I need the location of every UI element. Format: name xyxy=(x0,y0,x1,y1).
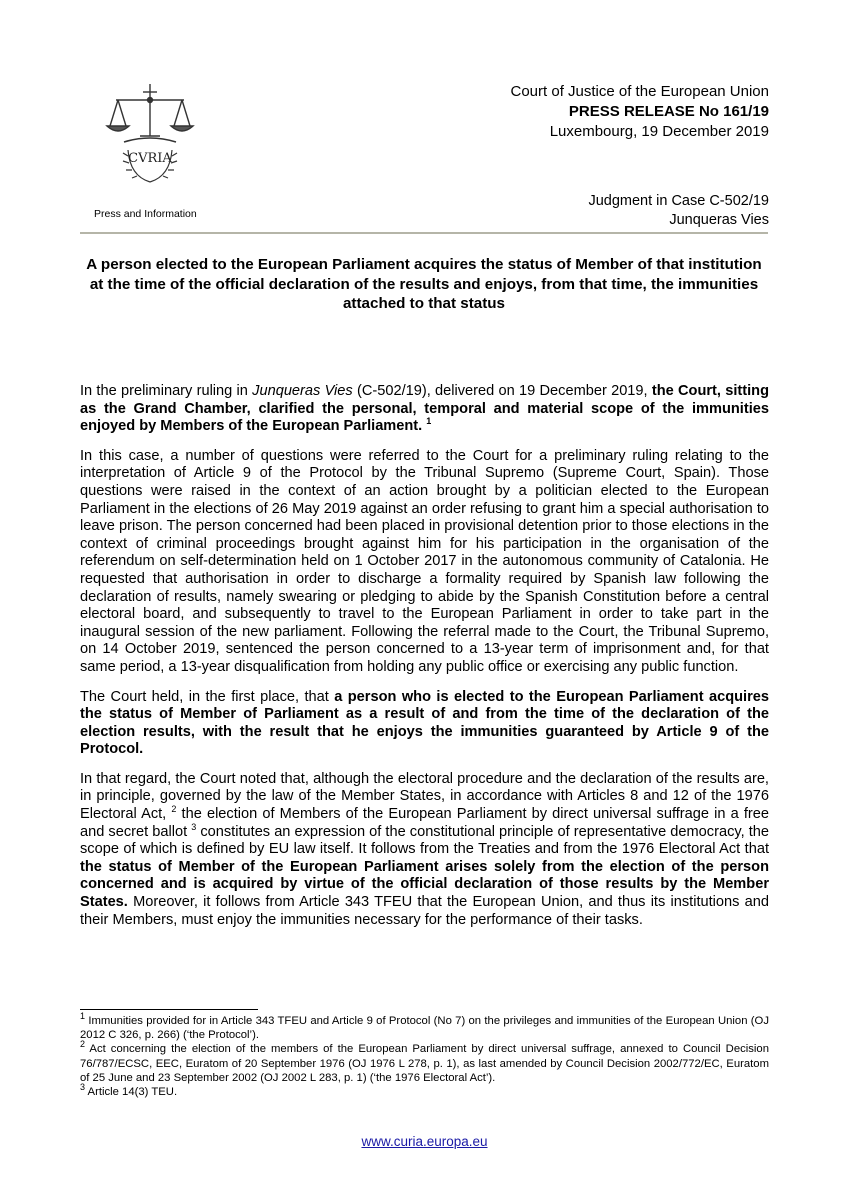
scales-icon xyxy=(107,84,193,136)
press-and-information-label: Press and Information xyxy=(94,208,197,220)
judgment-case: Judgment in Case C-502/19 xyxy=(588,193,769,209)
court-name: Court of Justice of the European Union xyxy=(510,83,769,100)
footnote-3: $^3$ Article 14(3) TEU. xyxy=(80,1082,178,1099)
footnote-2: $^2$ Act concerning the election of the members of the European Parliament by direct universal suffrage, annexed to Council Decision 76/787/ECSC, EEC, Euratom of 20 September 1976 (OJ 1976 L 278, p. 1), as last amended by Council Decision 2002/772/EC, Euratom of 25 June and 23 September 2002 (OJ 2002 L 283, p. 1) (‘the 1976 Electoral Act’). xyxy=(80,1039,769,1084)
footnote-1: $^1$ Immunities provided for in Article 343 TFEU and Article 9 of Protocol (No 7) on the privileges and immunities of the European Union (OJ 2012 C 326, p. 266) (‘the Protocol’). xyxy=(80,1011,769,1042)
release-date: Luxembourg, 19 December 2019 xyxy=(549,123,769,140)
judgment-block xyxy=(588,192,769,230)
judgment-name: Junqueras Vies xyxy=(669,212,769,228)
footnotes xyxy=(80,1011,769,1099)
paragraph-2: In this case, a number of questions were referred to the Court for a preliminary ruling relating to the interpretation of Article 9 of the Protocol by the Tribunal Supremo (Supreme Court, Spain). Those questions were raised in the context of an action brought by a politician elected to the European Parliament in the elections of 26 May 2019 against an order refusing to grant him a special authorisation to leave prison. The person concerned had been placed in provisional detention prior to those elections in the context of criminal proceedings brought against him for his participation in the organisation of the referendum on self-determination held on 1 October 2017 in the autonomous community of Catalonia. He requested that authorisation in order to discharge a formality required by Spanish law following the declaration of results, namely swearing or pledging to abide by the Spanish Constitution before a central electoral board, and subsequently to travel to the European Parliament in order to take part in the inaugural session of the new parliament. Following the referral made to the Court, the Tribunal Supremo, on 14 October 2019, sentenced the person concerned to a 13-year term of imprisonment and, for that same period, a 13-year disqualification from holding any public office or exercising any public function. xyxy=(80,447,769,675)
footnote-ref-3[interactable]: 3 xyxy=(191,821,197,832)
header-block xyxy=(511,82,770,142)
curia-website-link[interactable]: www.curia.europa.eu xyxy=(361,1134,488,1149)
logo-text: CVRIA xyxy=(128,151,172,166)
paragraph-3: The Court held, in the first place, that a person who is elected to the European Parliament acquires the status of Member of Parliament as a result of and from the time of the declaration of the election results, with the result that he enjoys the immunities guaranteed by Article 9 of the Protocol. xyxy=(80,688,769,758)
paragraph-4: In that regard, the Court noted that, although the electoral procedure and the declaration of the results are, in principle, governed by the law of the Member States, in accordance with Articles 8 and 12 of the 1976 Electoral Act, $^2$ the election of Members of the European Parliament by direct universal suffrage in a free and secret ballot $^3$ constitutes an expression of the constitutional principle of representative democracy, the scope of which is defined by EU law itself. It follows from the Treaties and from the 1976 Electoral Act that the status of Member of the European Parliament arises solely from the election of the person concerned and is acquired by virtue of the official declaration of those results by the Member States. Moreover, it follows from Article 343 TFEU that the European Union, and thus its institutions and their Members, must enjoy the immunities necessary for the performance of their tasks. xyxy=(80,770,770,928)
footnote-ref-1[interactable]: 1 xyxy=(426,416,432,427)
curia-logo xyxy=(100,78,200,190)
paragraph-1: In the preliminary ruling in Junqueras Vies (C-502/19), delivered on 19 December 2019, the Court, sitting as the Grand Chamber, clarified the personal, temporal and material scope of the immunities enjoyed by Members of the European Parliament. $^1$ xyxy=(80,383,769,435)
press-release-headline: A person elected to the European Parliament acquires the status of Member of that institution at the time of the official declaration of the results and enjoys, from that time, the immunities attached to that status xyxy=(86,256,762,312)
footnote-ref-2[interactable]: 2 xyxy=(171,804,177,815)
header-divider xyxy=(80,232,768,234)
footnote-divider xyxy=(80,1009,258,1010)
press-release-number: PRESS RELEASE No 161/19 xyxy=(568,103,769,120)
press-release-body xyxy=(80,383,769,941)
